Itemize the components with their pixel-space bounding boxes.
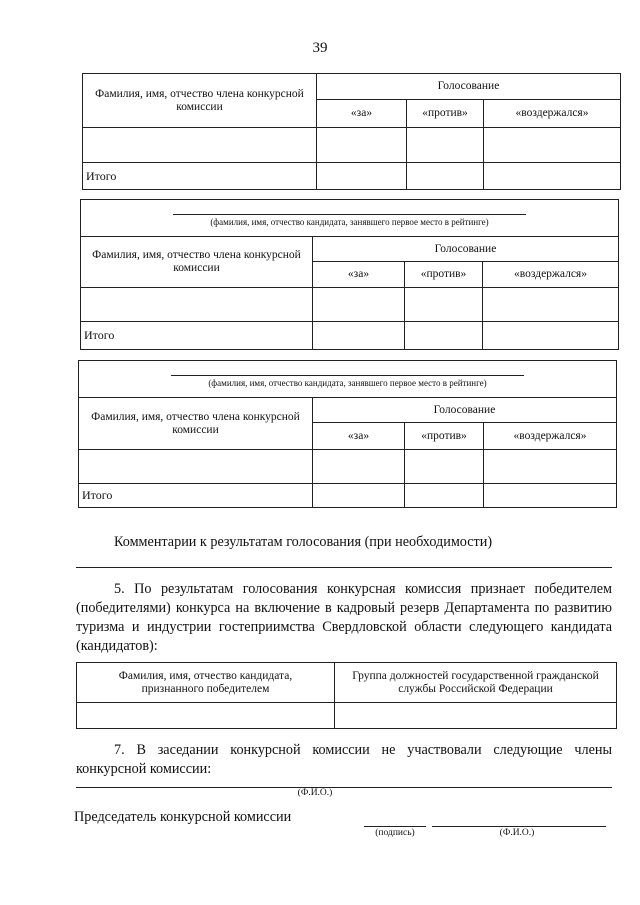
empty-cell[interactable] — [405, 450, 484, 484]
page-number: 39 — [312, 40, 328, 56]
chairman-fio-caption: (Ф.И.О.) — [499, 828, 535, 838]
empty-cell[interactable] — [405, 322, 483, 350]
voting-header: Голосование — [313, 398, 617, 423]
candidate-caption: (фамилия, имя, отчество кандидата, занявшего первое место в рейтинге) — [208, 378, 487, 388]
section-5-paragraph: 5. По результатам голосования конкурсная комиссия признает победителем (победителями) конкурса на включение в кадровый резерв Департамента по развитию туризма и индустрии гостеприимства Свердловской области следующего кандидата (кандидатов): — [76, 581, 612, 654]
empty-cell[interactable] — [407, 163, 484, 190]
vote-table-2 — [80, 199, 619, 350]
empty-cell[interactable] — [335, 703, 617, 729]
col-against: «против» — [405, 423, 484, 450]
empty-cell[interactable] — [317, 128, 407, 163]
candidate-caption-cell — [81, 200, 619, 237]
candidate-caption-cell — [79, 361, 617, 398]
winner-name-header: Фамилия, имя, отчество кандидата, признанного победителем — [77, 663, 335, 703]
empty-cell[interactable] — [484, 163, 621, 190]
empty-cell[interactable] — [484, 484, 617, 508]
vote-table-3 — [78, 360, 617, 508]
section-7-paragraph: 7. В заседании конкурсной комиссии не участвовали следующие члены конкурсной комиссии: — [76, 742, 612, 777]
total-label: Итого — [81, 322, 313, 350]
member-header: Фамилия, имя, отчество члена конкурсной комиссии — [83, 74, 317, 128]
empty-cell[interactable] — [483, 322, 619, 350]
col-abstained: «воздержался» — [483, 262, 619, 288]
member-header: Фамилия, имя, отчество члена конкурсной комиссии — [81, 237, 313, 288]
empty-cell[interactable] — [405, 484, 484, 508]
total-label: Итого — [79, 484, 313, 508]
voting-header: Голосование — [317, 74, 621, 100]
col-for: «за» — [317, 100, 407, 128]
col-for: «за» — [313, 262, 405, 288]
comments-line[interactable] — [76, 567, 612, 568]
col-against: «против» — [405, 262, 483, 288]
chairman-label: Председатель конкурсной комиссии — [74, 809, 292, 825]
col-for: «за» — [313, 423, 405, 450]
empty-cell[interactable] — [405, 288, 483, 322]
candidate-caption: (фамилия, имя, отчество кандидата, занявшего первое место в рейтинге) — [210, 217, 489, 227]
candidate-name-line[interactable] — [173, 214, 526, 215]
voting-header: Голосование — [313, 237, 619, 262]
vote-table-1 — [82, 73, 621, 190]
empty-cell[interactable] — [317, 163, 407, 190]
signature-line[interactable] — [364, 826, 426, 827]
col-abstained: «воздержался» — [484, 100, 621, 128]
empty-cell[interactable] — [313, 484, 405, 508]
col-against: «против» — [407, 100, 484, 128]
empty-cell[interactable] — [313, 450, 405, 484]
empty-cell[interactable] — [79, 450, 313, 484]
position-group-header: Группа должностей государственной гражданской службы Российской Федерации — [335, 663, 617, 703]
member-header: Фамилия, имя, отчество члена конкурсной комиссии — [79, 398, 313, 450]
col-abstained: «воздержался» — [484, 423, 617, 450]
empty-cell[interactable] — [484, 450, 617, 484]
empty-cell[interactable] — [483, 288, 619, 322]
signature-caption: (подпись) — [375, 828, 415, 838]
empty-cell[interactable] — [77, 703, 335, 729]
winners-table — [76, 662, 617, 729]
empty-cell[interactable] — [313, 322, 405, 350]
empty-cell[interactable] — [81, 288, 313, 322]
total-label: Итого — [83, 163, 317, 190]
empty-cell[interactable] — [313, 288, 405, 322]
empty-cell[interactable] — [407, 128, 484, 163]
fio-caption: (Ф.И.О.) — [297, 788, 333, 798]
comments-label: Комментарии к результатам голосования (при необходимости) — [114, 534, 493, 550]
candidate-name-line[interactable] — [171, 375, 524, 376]
empty-cell[interactable] — [484, 128, 621, 163]
chairman-fio-line[interactable] — [432, 826, 606, 827]
empty-cell[interactable] — [83, 128, 317, 163]
